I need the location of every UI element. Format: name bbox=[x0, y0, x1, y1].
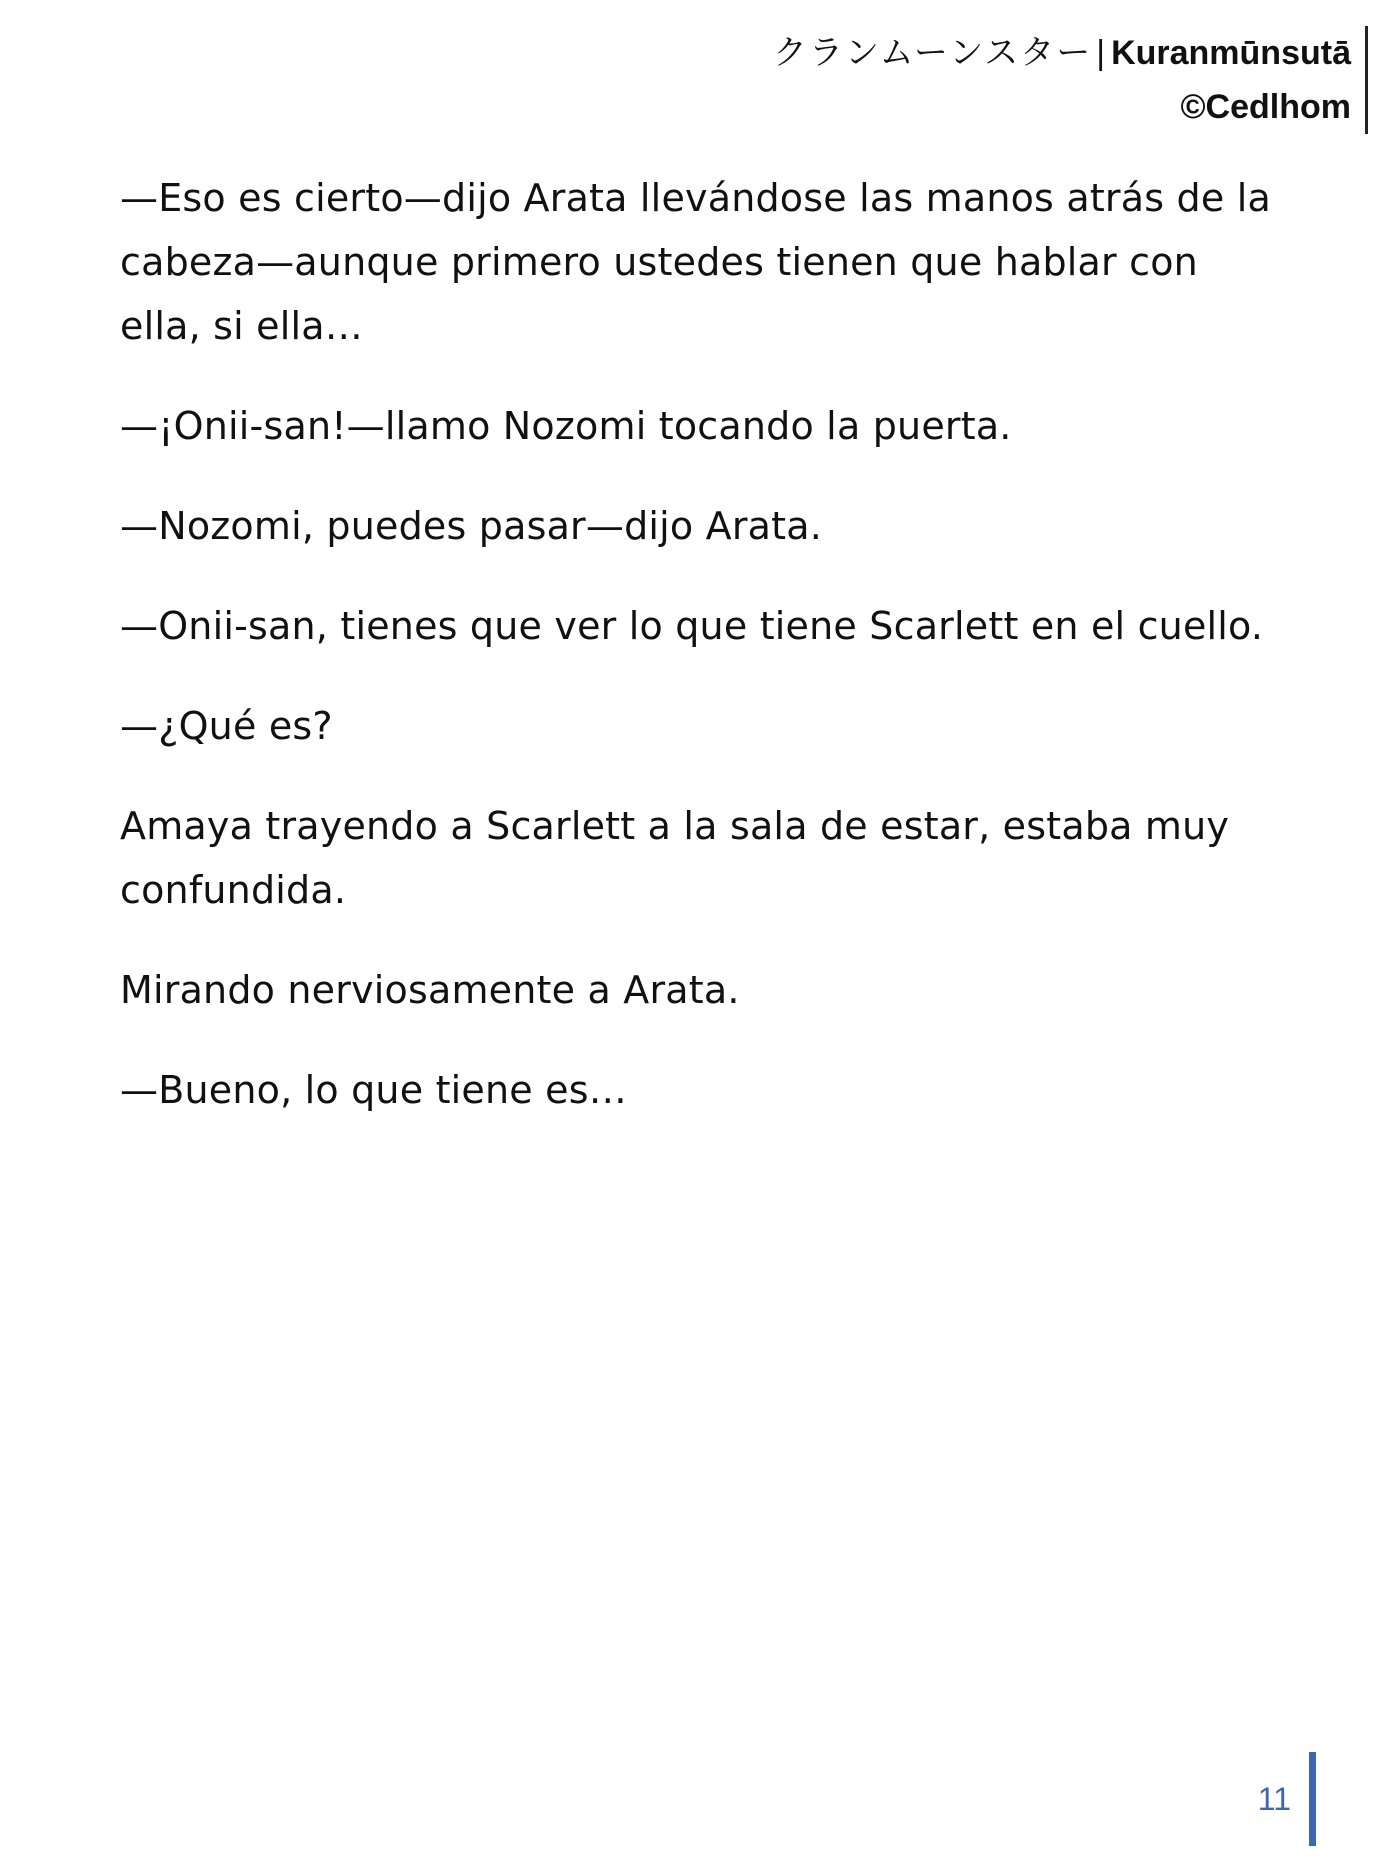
paragraph: —¿Qué es? bbox=[120, 704, 333, 748]
header-title-japanese: クランムーンスター bbox=[772, 33, 1093, 73]
paragraph: —Onii-san, tienes que ver lo que tiene Scarlett en el cuello. bbox=[120, 604, 1264, 648]
header-title-line bbox=[773, 26, 1351, 80]
header-copyright: ©Cedlhom bbox=[1180, 88, 1351, 126]
paragraph: Mirando nerviosamente a Arata. bbox=[120, 968, 740, 1012]
page-number: 11 bbox=[1257, 1780, 1291, 1817]
header-separator: | bbox=[1096, 34, 1106, 72]
header-title-romaji: Kuranmūnsutā bbox=[1111, 34, 1351, 72]
paragraph: —Bueno, lo que tiene es… bbox=[120, 1068, 627, 1112]
body-text bbox=[120, 166, 1280, 1158]
paragraph: —Nozomi, puedes pasar—dijo Arata. bbox=[120, 504, 823, 548]
page-number-marker bbox=[1258, 1752, 1316, 1846]
running-header bbox=[773, 26, 1368, 134]
paragraph: —¡Onii-san!—llamo Nozomi tocando la puerta. bbox=[120, 404, 1012, 448]
paragraph: —Eso es cierto—dijo Arata llevándose las manos atrás de la cabeza—aunque primero ustedes tienen que hablar con ella, si ella… bbox=[120, 176, 1271, 348]
paragraph: Amaya trayendo a Scarlett a la sala de estar, estaba muy confundida. bbox=[120, 804, 1230, 912]
